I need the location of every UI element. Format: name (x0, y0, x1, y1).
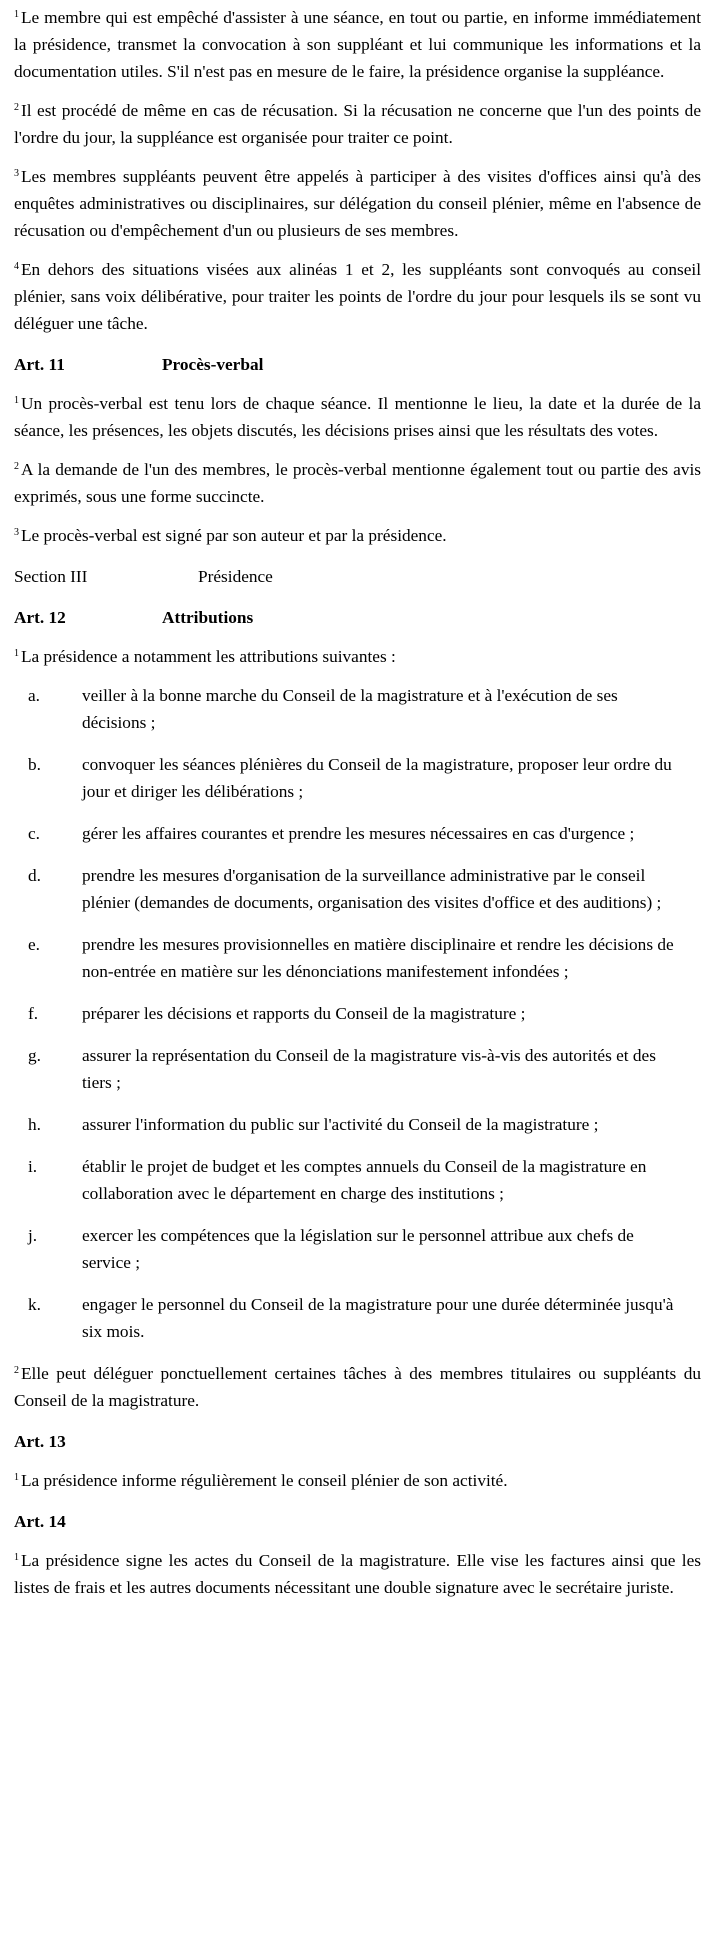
list-item-letter: b. (28, 755, 41, 774)
article-heading (14, 351, 701, 378)
list-item (14, 1291, 701, 1345)
list-item-letter: e. (28, 935, 40, 954)
list-item-letter: a. (28, 686, 40, 705)
paragraph-number: 3 (14, 168, 19, 179)
paragraph-number: 1 (14, 1472, 19, 1483)
paragraph (14, 163, 701, 244)
list-item-text: exercer les compétences que la législation sur le personnel attribue aux chefs de service ; (82, 1226, 634, 1272)
paragraph-number: 1 (14, 395, 19, 406)
list-item-letter: i. (28, 1157, 38, 1176)
paragraph (14, 4, 701, 85)
list-item-letter: g. (28, 1046, 41, 1065)
paragraph-text: La présidence signe les actes du Conseil de la magistrature. Elle vise les factures ainsi que les listes de frais et les autres documents nécessitant une double signature avec le secrétaire juriste. (14, 1551, 701, 1597)
paragraph (14, 1467, 701, 1494)
paragraph-text: Le membre qui est empêché d'assister à une séance, en tout ou partie, en informe immédiatement la présidence, transmet la convocation à son suppléant et lui communique les informations et la documentation utiles. S'il n'est pas en mesure de le faire, la présidence organise la suppléance. (14, 8, 701, 81)
article-number: Art. 14 (14, 1512, 66, 1531)
paragraph (14, 97, 701, 151)
list-item (14, 682, 701, 736)
paragraph (14, 643, 701, 670)
list-item (14, 931, 701, 985)
paragraph-number: 1 (14, 9, 19, 20)
list-item-text: prendre les mesures provisionnelles en matière disciplinaire et rendre les décisions de non-entrée en matière sur les dénonciations manifestement infondées ; (82, 935, 674, 981)
list-item-text: engager le personnel du Conseil de la magistrature pour une durée déterminée jusqu'à six mois. (82, 1295, 674, 1341)
article-number: Art. 12 (14, 608, 66, 627)
article-heading (14, 604, 701, 631)
list-item-letter: d. (28, 866, 41, 885)
paragraph-text: Elle peut déléguer ponctuellement certaines tâches à des membres titulaires ou suppléants du Conseil de la magistrature. (14, 1364, 701, 1410)
paragraph (14, 522, 701, 549)
list-item (14, 1000, 701, 1027)
paragraph-text: La présidence informe régulièrement le conseil plénier de son activité. (21, 1471, 508, 1490)
list-item-text: assurer la représentation du Conseil de la magistrature vis-à-vis des autorités et des tiers ; (82, 1046, 656, 1092)
list-item-letter: c. (28, 824, 40, 843)
list-item (14, 862, 701, 916)
list-item (14, 751, 701, 805)
paragraph-number: 2 (14, 102, 19, 113)
section-title: Présidence (198, 567, 273, 586)
paragraph-text: En dehors des situations visées aux alinéas 1 et 2, les suppléants sont convoqués au conseil plénier, sans voix délibérative, pour traiter les points de l'ordre du jour pour lesquels ils se sont vu déléguer une tâche. (14, 260, 701, 333)
list-item-letter: k. (28, 1295, 41, 1314)
article-title: Procès-verbal (162, 355, 264, 374)
list-item-text: assurer l'information du public sur l'activité du Conseil de la magistrature ; (82, 1115, 599, 1134)
paragraph-text: Un procès-verbal est tenu lors de chaque séance. Il mentionne le lieu, la date et la durée de la séance, les présences, les objets discutés, les décisions prises ainsi que les résultats des votes. (14, 394, 701, 440)
paragraph (14, 256, 701, 337)
list-item-text: prendre les mesures d'organisation de la surveillance administrative par le conseil plénier (demandes de documents, organisation des visites d'office et des auditions) ; (82, 866, 662, 912)
attributions-list (14, 682, 701, 1345)
list-item (14, 1222, 701, 1276)
list-item-text: gérer les affaires courantes et prendre les mesures nécessaires en cas d'urgence ; (82, 824, 635, 843)
list-item-text: préparer les décisions et rapports du Conseil de la magistrature ; (82, 1004, 526, 1023)
section-heading (14, 563, 701, 590)
paragraph (14, 456, 701, 510)
paragraph-number: 2 (14, 461, 19, 472)
paragraph-text: La présidence a notamment les attributions suivantes : (21, 647, 396, 666)
list-item (14, 1042, 701, 1096)
list-item-text: établir le projet de budget et les comptes annuels du Conseil de la magistrature en collaboration avec le département en charge des institutions ; (82, 1157, 647, 1203)
paragraph-number: 1 (14, 648, 19, 659)
paragraph (14, 1360, 701, 1414)
article-heading (14, 1428, 701, 1455)
article-heading (14, 1508, 701, 1535)
paragraph (14, 1547, 701, 1601)
section-number: Section III (14, 567, 88, 586)
list-item-letter: j. (28, 1226, 38, 1245)
paragraph-text: Il est procédé de même en cas de récusation. Si la récusation ne concerne que l'un des points de l'ordre du jour, la suppléance est organisée pour traiter ce point. (14, 101, 701, 147)
list-item (14, 1111, 701, 1138)
list-item (14, 1153, 701, 1207)
list-item-letter: f. (28, 1004, 39, 1023)
article-number: Art. 11 (14, 355, 65, 374)
paragraph (14, 390, 701, 444)
list-item (14, 820, 701, 847)
paragraph-number: 3 (14, 527, 19, 538)
paragraph-number: 1 (14, 1552, 19, 1563)
paragraph-text: Le procès-verbal est signé par son auteur et par la présidence. (21, 526, 447, 545)
article-title: Attributions (162, 608, 254, 627)
paragraph-number: 4 (14, 261, 19, 272)
paragraph-text: A la demande de l'un des membres, le procès-verbal mentionne également tout ou partie des avis exprimés, sous une forme succincte. (14, 460, 701, 506)
list-item-text: veiller à la bonne marche du Conseil de la magistrature et à l'exécution de ses décisions ; (82, 686, 618, 732)
paragraph-text: Les membres suppléants peuvent être appelés à participer à des visites d'offices ainsi qu'à des enquêtes administratives ou disciplinaires, sur délégation du conseil plénier, même en l'absence de récusation ou d'empêchement d'un ou plusieurs de ses membres. (14, 167, 701, 240)
list-item-letter: h. (28, 1115, 41, 1134)
article-number: Art. 13 (14, 1432, 66, 1451)
list-item-text: convoquer les séances plénières du Conseil de la magistrature, proposer leur ordre du jour et diriger les délibérations ; (82, 755, 672, 801)
paragraph-number: 2 (14, 1365, 19, 1376)
